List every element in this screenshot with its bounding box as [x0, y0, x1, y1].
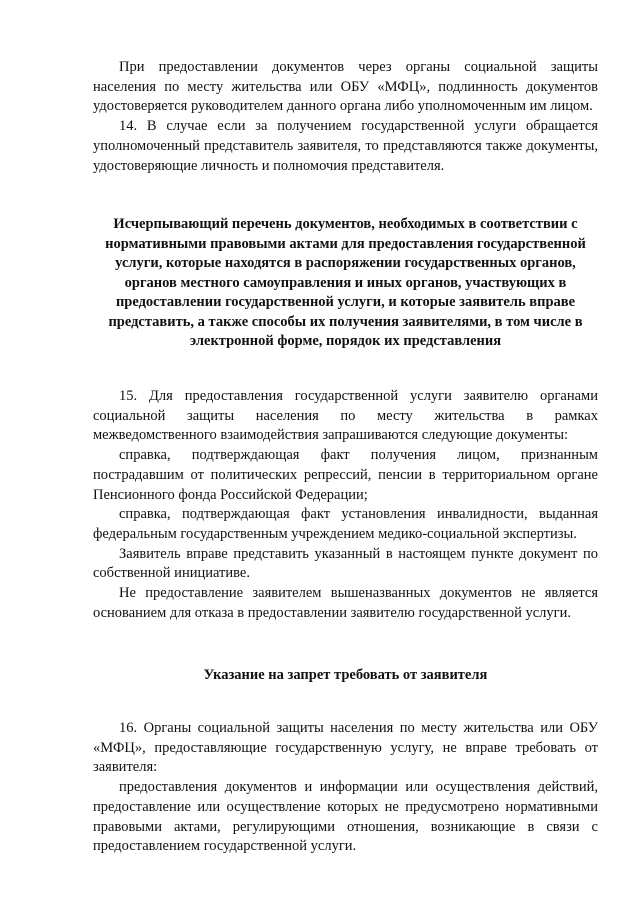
list-item-repression-certificate: справка, подтверждающая факт получения лицом, признанным пострадавшим от политических репрессий, пенсии в территориальном органе Пенсионного фонда Российской Федерации; — [93, 447, 598, 503]
section2-body — [93, 719, 598, 857]
paragraph-14: 14. В случае если за получением государственной услуги обращается уполномоченный представитель заявителя, то представляются также документы, удостоверяющие личность и полномочия представителя. — [93, 118, 598, 174]
section-heading-document-list: Исчерпывающий перечень документов, необходимых в соответствии с нормативными правовыми актами для предоставления государственной услуги, которые находятся в распоряжении государственных органов, органов местного самоуправления и иных органов, участвующих в предоставлении государственной услуги, и которые заявитель вправе представить, а также способы их получения заявителями, в том числе в электронной форме, порядок их представления — [105, 216, 586, 349]
paragraph-non-submission: Не предоставление заявителем вышеназванных документов не является основанием для отказа в предоставлении заявителю государственной услуги. — [93, 585, 598, 621]
paragraph-applicant-right: Заявитель вправе представить указанный в настоящем пункте документ по собственной инициативе. — [93, 545, 598, 582]
list-item-disability-certificate: справка, подтверждающая факт установления инвалидности, выданная федеральным государственным учреждением медико-социальной экспертизы. — [93, 506, 598, 542]
section1-body — [93, 387, 598, 623]
top-section — [93, 58, 598, 176]
list-item-no-extra-documents: предоставления документов и информации или осуществления действий, предоставление или осуществление которых не предусмотрено нормативными правовыми актами, регулирующими отношения, возникающие в связи с предоставлением государственной услуги. — [93, 779, 598, 855]
paragraph-16: 16. Органы социальной защиты населения по месту жительства или ОБУ «МФЦ», предоставляющие государственную услугу, не вправе требовать от заявителя: — [93, 720, 598, 776]
section-heading-prohibition: Указание на запрет требовать от заявителя — [203, 667, 488, 683]
paragraph-15: 15. Для предоставления государственной услуги заявителю органами социальной защиты населения по месту жительства в рамках межведомственного взаимодействия запрашиваются следующие документы: — [93, 388, 598, 444]
paragraph-mfc-authentication: При предоставлении документов через органы социальной защиты населения по месту жительства или ОБУ «МФЦ», подлинность документов удостоверяется руководителем данного органа либо уполномоченным им лицом. — [93, 59, 598, 115]
